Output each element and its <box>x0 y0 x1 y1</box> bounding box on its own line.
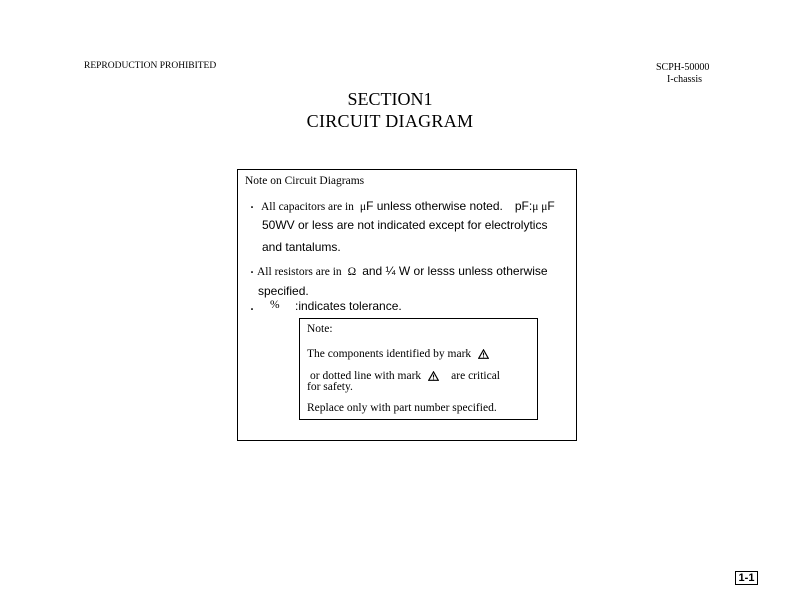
pf-symbol: μ μ <box>532 201 548 213</box>
safety-line-1 <box>307 344 489 364</box>
capacitors-suffix: F unless otherwise noted. <box>366 199 503 213</box>
tolerance-text: :indicates tolerance. <box>295 299 402 313</box>
warning-triangle-icon <box>428 368 439 386</box>
safety-line-1-text: The components identified by mark <box>307 348 472 360</box>
chassis-name: I-chassis <box>667 74 702 85</box>
safety-line-2-prefix: or dotted line with mark <box>310 370 422 382</box>
pf-label: pF: <box>514 199 533 213</box>
safety-note-title: Note: <box>307 323 333 335</box>
safety-line-2-suffix: are critical <box>451 370 500 382</box>
resistors-line-2: specified. <box>258 284 309 298</box>
section-number: SECTION1 <box>347 89 433 109</box>
capacitors-line-3: and tantalums. <box>262 240 341 254</box>
capacitors-prefix: All capacitors are in <box>261 201 354 213</box>
bullet-capacitors: ・ <box>247 203 257 214</box>
micro-symbol: μ <box>359 201 367 213</box>
capacitors-note <box>261 197 555 215</box>
resistors-note <box>257 262 548 280</box>
section-title: CIRCUIT DIAGRAM <box>306 111 474 131</box>
notes-heading: Note on Circuit Diagrams <box>245 175 365 187</box>
reproduction-notice: REPRODUCTION PROHIBITED <box>84 61 217 71</box>
bullet-tolerance: ・ <box>247 305 257 316</box>
resistors-suffix: and ¼ W or lesss unless otherwise <box>362 264 548 278</box>
warning-triangle-icon <box>478 346 489 364</box>
safety-line-4: Replace only with part number specified. <box>307 402 497 414</box>
pf-suffix: F <box>547 199 555 213</box>
resistors-prefix: All resistors are in <box>257 266 342 278</box>
page-number: 1-1 <box>735 571 758 585</box>
model-number: SCPH-50000 <box>656 62 710 73</box>
ohm-symbol: Ω <box>347 266 357 278</box>
bullet-resistors: ・ <box>247 268 257 279</box>
percent-symbol: % <box>270 299 280 311</box>
safety-line-3: for safety. <box>307 381 353 393</box>
capacitors-line-2: 50WV or less are not indicated except for electrolytics <box>262 218 548 232</box>
